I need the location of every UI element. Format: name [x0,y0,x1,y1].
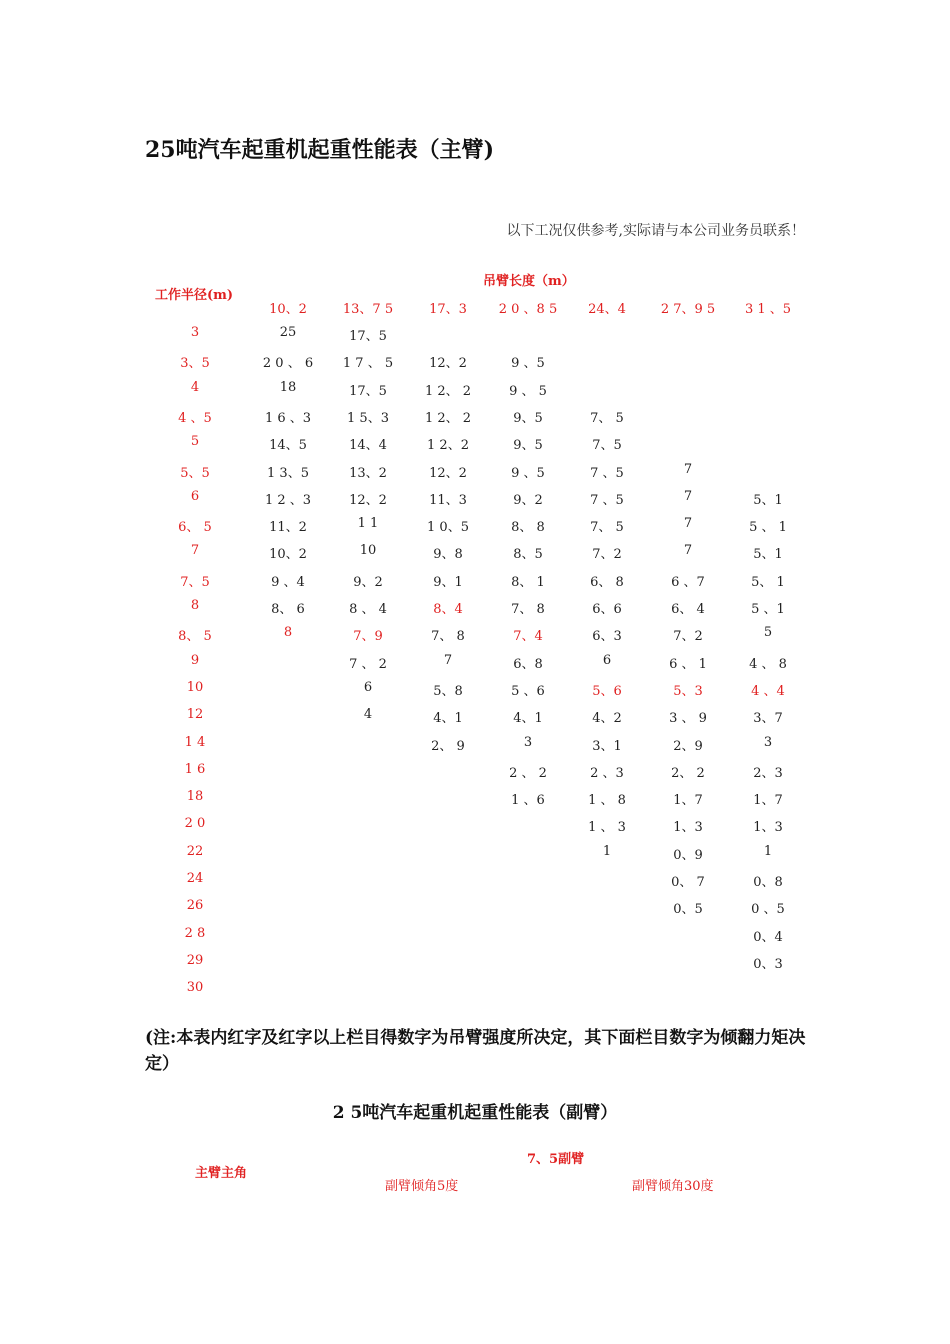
capacity-cell: 9、5 [513,410,543,426]
capacity-cell: 8、5 [513,547,543,563]
capacity-cell: 3 [763,734,773,750]
table-footnote: (注:本表内红字及红字以上栏目得数字为吊臂强度所决定，其下面栏目数字为倾翻力矩决定） [145,1028,806,1075]
capacity-cell: 1 7 、 5 [342,356,394,372]
capacity-cell: 1 、6 [511,793,545,809]
boom-length-col-header: 13、7 5 [342,302,394,317]
capacity-cell: 10 [359,543,377,559]
capacity-cell: 1 1 [357,516,379,532]
capacity-cell: 5、6 [592,683,622,699]
radius-cell: 5 [190,434,200,450]
capacity-cell: 2、3 [753,765,783,781]
capacity-cell: 9 、5 [511,356,545,372]
jib-length-header: 7、5副臂 [527,1152,585,1167]
capacity-cell: 2 、3 [590,765,624,781]
capacity-cell: 11、2 [269,520,307,536]
capacity-cell: 9、1 [433,574,463,590]
capacity-cell: 1、3 [673,820,703,836]
jib-tilt-5-header: 副臂倾角5度 [385,1179,459,1194]
boom-length-header: 吊臂长度（m） [483,274,575,289]
capacity-cell: 6 、7 [671,574,705,590]
capacity-cell: 7、2 [592,547,622,563]
boom-length-col-header: 3 1 、5 [744,302,792,317]
capacity-cell: 4、2 [592,711,622,727]
capacity-cell: 7 [683,461,693,477]
radius-cell: 2 0 [184,816,206,832]
radius-cell: 30 [186,980,204,996]
radius-cell: 7 [190,543,200,559]
capacity-cell: 4 [363,707,373,723]
capacity-cell: 7 [443,652,453,668]
capacity-cell: 5、1 [753,492,783,508]
capacity-cell: 7、 5 [590,520,624,536]
capacity-cell: 1 3、5 [267,465,309,481]
capacity-cell: 1 、 8 [588,793,626,809]
capacity-cell: 8 [283,625,293,641]
capacity-cell: 0、4 [753,929,783,945]
capacity-cell: 1 [602,843,612,859]
capacity-cell: 0、8 [753,875,783,890]
radius-cell: 6、 5 [178,520,212,536]
capacity-cell: 5 、 1 [749,520,787,536]
boom-length-col-header: 17、3 [429,302,467,317]
capacity-cell: 7、2 [673,629,703,645]
capacity-cell: 9 、5 [511,465,545,481]
capacity-cell: 2、 9 [431,738,465,754]
capacity-cell: 1 、 3 [588,820,626,836]
capacity-cell: 7 、5 [590,465,624,481]
capacity-cell: 5 、6 [511,683,545,699]
capacity-cell: 2 0 、 6 [262,356,314,372]
capacity-cell: 2、 2 [671,765,705,781]
capacity-cell: 7 [683,516,693,532]
capacity-cell: 8、 1 [511,574,545,590]
capacity-cell: 3、7 [753,711,783,727]
capacity-cell: 9、8 [433,547,463,563]
capacity-cell: 7、4 [513,629,543,645]
capacity-cell: 1、7 [673,793,703,809]
capacity-cell: 1、3 [753,820,783,836]
capacity-cell: 2 、 2 [509,765,547,781]
capacity-cell: 7 [683,543,693,559]
radius-cell: 10 [186,679,204,695]
capacity-cell: 3 [523,734,533,750]
capacity-cell: 7、 8 [511,602,545,617]
radius-cell: 4 、5 [178,410,212,426]
capacity-cell: 5、8 [433,683,463,699]
capacity-cell: 10、2 [269,547,307,563]
radius-cell: 12 [186,707,204,723]
capacity-cell: 1 5、3 [347,410,389,426]
radius-cell: 2 8 [184,925,206,941]
capacity-cell: 0、3 [753,956,783,972]
capacity-cell: 5 [763,625,773,641]
capacity-cell: 17、5 [349,383,387,399]
capacity-cell: 13、2 [349,465,387,481]
radius-cell: 7、5 [180,574,210,590]
capacity-cell: 5 、1 [751,602,785,617]
capacity-cell: 0 、5 [751,902,785,918]
capacity-cell: 6 [363,679,373,695]
capacity-cell: 9、2 [513,492,543,508]
capacity-cell: 11、3 [429,492,467,508]
capacity-cell: 12、2 [429,356,467,372]
capacity-cell: 9、5 [513,438,543,454]
radius-cell: 6 [190,488,200,504]
capacity-cell: 4 、4 [751,683,785,699]
boom-length-col-header: 2 7、9 5 [660,302,716,317]
capacity-cell: 14、5 [269,438,307,454]
capacity-cell: 0、 7 [671,875,705,890]
capacity-cell: 1 2 、3 [264,492,312,508]
capacity-cell: 4、1 [433,711,463,727]
capacity-cell: 1 [763,843,773,859]
capacity-cell: 2、9 [673,738,703,754]
capacity-cell: 1 2、 2 [424,410,472,426]
capacity-cell: 5、1 [753,547,783,563]
capacity-cell: 4、1 [513,711,543,727]
aux-table-title: 2 5吨汽车起重机起重性能表（副臂） [332,1103,618,1123]
capacity-cell: 9、2 [353,574,383,590]
radius-cell: 8、 5 [178,629,212,645]
capacity-cell: 1 6 、3 [264,410,312,426]
capacity-cell: 0、5 [673,902,703,918]
capacity-cell: 6、6 [592,602,622,617]
working-radius-header: 工作半径(m) [155,288,234,303]
capacity-cell: 7、5 [592,438,622,454]
capacity-cell: 8、4 [433,602,463,617]
capacity-cell: 6 、 1 [669,656,707,672]
capacity-cell: 25 [279,325,297,340]
capacity-cell: 5、3 [673,683,703,699]
capacity-cell: 1、7 [753,793,783,809]
boom-length-col-header: 2 0 、8 5 [498,302,558,317]
radius-cell: 29 [186,952,204,968]
capacity-cell: 18 [279,379,297,395]
capacity-cell: 6 [602,652,612,668]
capacity-cell: 9 、 5 [509,383,547,399]
capacity-cell: 4 、 8 [749,656,787,672]
radius-cell: 4 [190,379,200,395]
capacity-cell: 8、 8 [511,520,545,536]
capacity-cell: 6、8 [513,656,543,672]
capacity-cell: 3 、 9 [669,711,707,727]
radius-cell: 8 [190,598,200,613]
radius-cell: 18 [186,789,204,805]
boom-length-col-header: 10、2 [269,302,307,317]
capacity-cell: 1 0、5 [427,520,469,536]
boom-length-col-header: 24、4 [588,302,626,317]
capacity-cell: 8、 6 [271,602,305,617]
radius-cell: 5、5 [180,465,210,481]
main-boom-angle-header: 主臂主角 [195,1166,248,1181]
capacity-cell: 8 、 4 [349,602,387,617]
radius-cell: 3 [190,325,200,340]
radius-cell: 9 [190,652,200,668]
capacity-cell: 9 、4 [271,574,305,590]
capacity-cell: 14、4 [349,438,387,454]
capacity-cell: 7 、5 [590,492,624,508]
capacity-cell: 7 [683,488,693,504]
capacity-cell: 12、2 [349,492,387,508]
capacity-cell: 7、 5 [590,410,624,426]
radius-cell: 22 [186,843,204,859]
capacity-cell: 1 2、 2 [424,383,472,399]
radius-cell: 3、5 [180,356,210,372]
reference-notice: 以下工况仅供参考,实际请与本公司业务员联系！ [506,223,805,239]
capacity-cell: 6、 4 [671,602,705,617]
capacity-cell: 5、 1 [751,574,785,590]
capacity-cell: 3、1 [592,738,622,754]
capacity-cell: 1 2、2 [427,438,469,454]
page-title: 25吨汽车起重机起重性能表（主臂) [145,137,495,163]
radius-cell: 1 6 [184,761,206,777]
capacity-cell: 12、2 [429,465,467,481]
capacity-cell: 7 、 2 [349,656,387,672]
radius-cell: 1 4 [184,734,206,750]
capacity-cell: 6、3 [592,629,622,645]
capacity-cell: 0、9 [673,847,703,863]
capacity-cell: 17、5 [349,329,387,344]
capacity-cell: 7、 8 [431,629,465,645]
capacity-cell: 7、9 [353,629,383,645]
jib-tilt-30-header: 副臂倾角30度 [632,1179,714,1194]
radius-cell: 24 [186,871,204,886]
radius-cell: 26 [186,898,204,914]
capacity-cell: 6、 8 [590,574,624,590]
